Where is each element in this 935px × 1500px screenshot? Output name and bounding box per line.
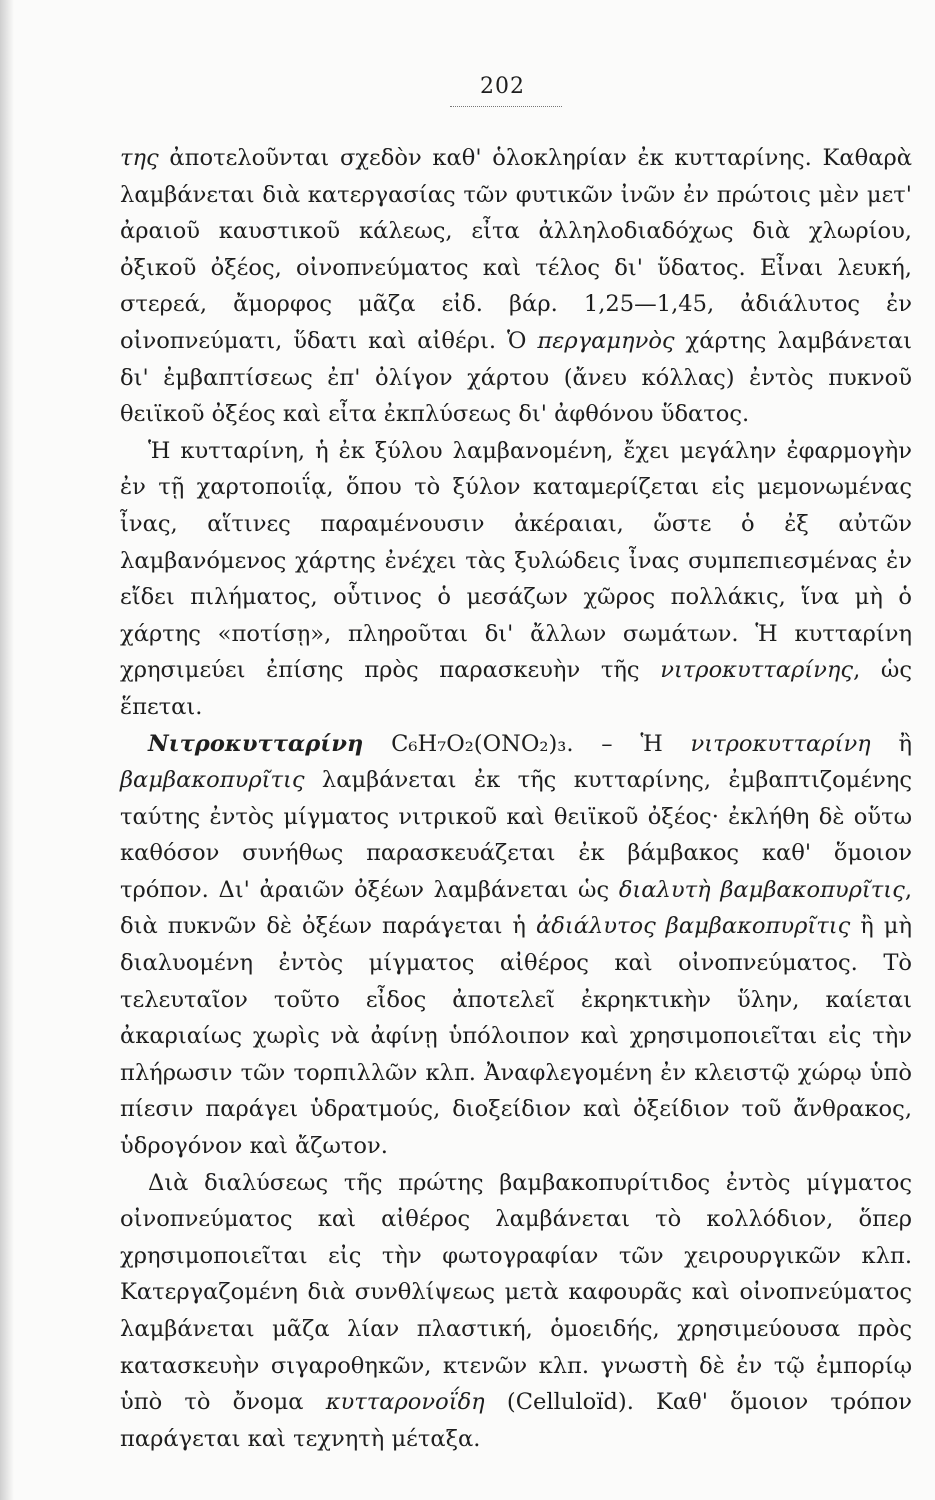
text-run: διαλυτὴ βαμβακοπυρῖτις xyxy=(618,876,905,903)
text-run: βαμβακοπυρῖτις xyxy=(120,767,305,794)
text-run: Διὰ διαλύσεως τῆς πρώτης βαμβακοπυρίτιδος ἐντὸς μίγματος οἰνοπνεύματος καὶ αἰθέρος λαμβάνεται τὸ κολλόδιον, ὅπερ χρησιμοποιεῖται εἰς τὴν φωτογραφίαν τῶν χειρουργικῶν κλπ. Κατεργαζομένη διὰ συνθλίψεως μετὰ καφουρᾶς καὶ οἰνοπνεύματος λαμβάνεται μᾶζα λίαν πλαστική, ὁμοειδής, χρησιμεύουσα πρὸς κατασκευὴν σιγαροθηκῶν, κτενῶν κλπ. γνωστὴ δὲ ἐν τῷ ἐμπορίῳ ὑπὸ τὸ ὄνομα xyxy=(120,1169,912,1416)
text-run: ἀποτελοῦνται σχεδὸν καθ' ὁλοκληρίαν ἐκ κυτταρίνης. Καθαρὰ λαμβάνεται διὰ κατεργασίας τῶν φυτικῶν ἰνῶν ἐν πρώτοις μὲν μετ' ἀραιοῦ καυστικοῦ κάλεως, εἶτα ἀλληλοδιαδόχως διὰ χλωρίου, ὀξικοῦ ὀξέος, οἰνοπνεύματος καὶ τέλος δι' ὕδατος. Εἶναι λευκή, στερεά, ἄμορφος μᾶζα εἰδ. βάρ. 1,25—1,45, ἀδιάλυτος ἐν οἰνοπνεύματι, ὕδατι καὶ αἰθέρι. Ὁ xyxy=(120,145,912,354)
text-run: λαμβάνεται ἐκ τῆς κυτταρίνης, ἐμβαπτιζομένης ταύτης ἐντὸς μίγματος νιτρικοῦ καὶ θειϊκοῦ ὀξέος· ἐκλήθη δὲ οὕτω καθόσον συνήθως παρασκευάζεται ἐκ βάμβακος καθ' ὅμοιον τρόπον. Δι' ἀραιῶν ὀξέων λαμβάνεται ὡς xyxy=(120,767,912,903)
text-run: χάρτης λαμβάνεται δι' ἐμβαπτίσεως ἐπ' ὀλίγον χάρτου (ἄνευ κόλλας) ἐντὸς πυκνοῦ θειϊκοῦ ὀξέος καὶ εἶτα ἐκπλύσεως δι' ἀφθόνου ὕδατος. xyxy=(120,327,913,428)
body-text xyxy=(120,140,912,1457)
text-run: (Celluloïd). Καθ' ὅμοιον τρόπον παράγεται καὶ τεχνητὴ μέταξα. xyxy=(120,1389,912,1452)
paragraph xyxy=(120,1165,912,1458)
text-run: ἢ xyxy=(870,730,913,757)
text-run: ἀδιάλυτος βαμβακοπυρῖτις xyxy=(535,913,851,940)
page-number-underline xyxy=(450,106,562,107)
paragraph xyxy=(120,433,912,726)
text-run: κυτταρονοΐδη xyxy=(325,1389,485,1416)
text-run: περγαμηνὸς xyxy=(537,327,675,354)
text-run: της xyxy=(120,145,159,171)
section-heading: Νιτροκυτταρίνη xyxy=(148,730,364,757)
text-run: , ὡς ἕπεται. xyxy=(120,657,912,720)
text-run: , διὰ πυκνῶν δὲ ὀξέων παράγεται ἡ xyxy=(120,876,912,940)
page-number: 202 xyxy=(480,74,525,99)
text-run: Ἡ κυτταρίνη, ἡ ἐκ ξύλου λαμβανομένη, ἔχει μεγάλην ἐφαρμογὴν ἐν τῇ χαρτοποιΐᾳ, ὅπου τὸ ξύλον καταμερίζεται εἰς μεμονωμένας ἶνας, αἵτινες παραμένουσιν ἀκέραιαι, ὥστε ὁ ἐξ αὐτῶν λαμβανόμενος χάρτης ἐνέχει τὰς ξυλώδεις ἶνας συμπεπιεσμένας ἐν εἴδει πιλήματος, οὗτινος ὁ μεσάζων χῶρος πολλάκις, ἵνα μὴ ὁ χάρτης «ποτίσῃ», πληροῦται δι' ἄλλων σωμάτων. Ἡ κυτταρίνη χρησιμεύει ἐπίσης πρὸς παρασκευὴν τῆς xyxy=(120,437,912,684)
binding-shadow xyxy=(0,0,14,1500)
text-run: νιτροκυτταρίνης xyxy=(660,657,854,684)
paragraph xyxy=(120,726,912,1165)
text-run: ἢ μὴ διαλυομένη ἐντὸς μίγματος αἰθέρος καὶ οἰνοπνεύματος. Τὸ τελευταῖον τοῦτο εἶδος ἀποτελεῖ ἐκρηκτικὴν ὕλην, καίεται ἀκαριαίως χωρὶς νὰ ἀφίνῃ ὑπόλοιπον καὶ χρησιμοποιεῖται εἰς τὴν πλήρωσιν τῶν τορπιλλῶν κλπ. Ἀναφλεγομένη ἐν κλειστῷ χώρῳ ὑπὸ πίεσιν παράγει ὑδρατμούς, διοξείδιον καὶ ὀξείδιον τοῦ ἄνθρακος, ὑδρογόνον καὶ ἄζωτον. xyxy=(120,913,912,1160)
paragraph xyxy=(120,140,912,433)
chemical-formula: C₆H₇O₂(ONO₂)₃. – Ἡ xyxy=(363,730,691,757)
text-run: νιτροκυτταρίνη xyxy=(690,730,871,757)
